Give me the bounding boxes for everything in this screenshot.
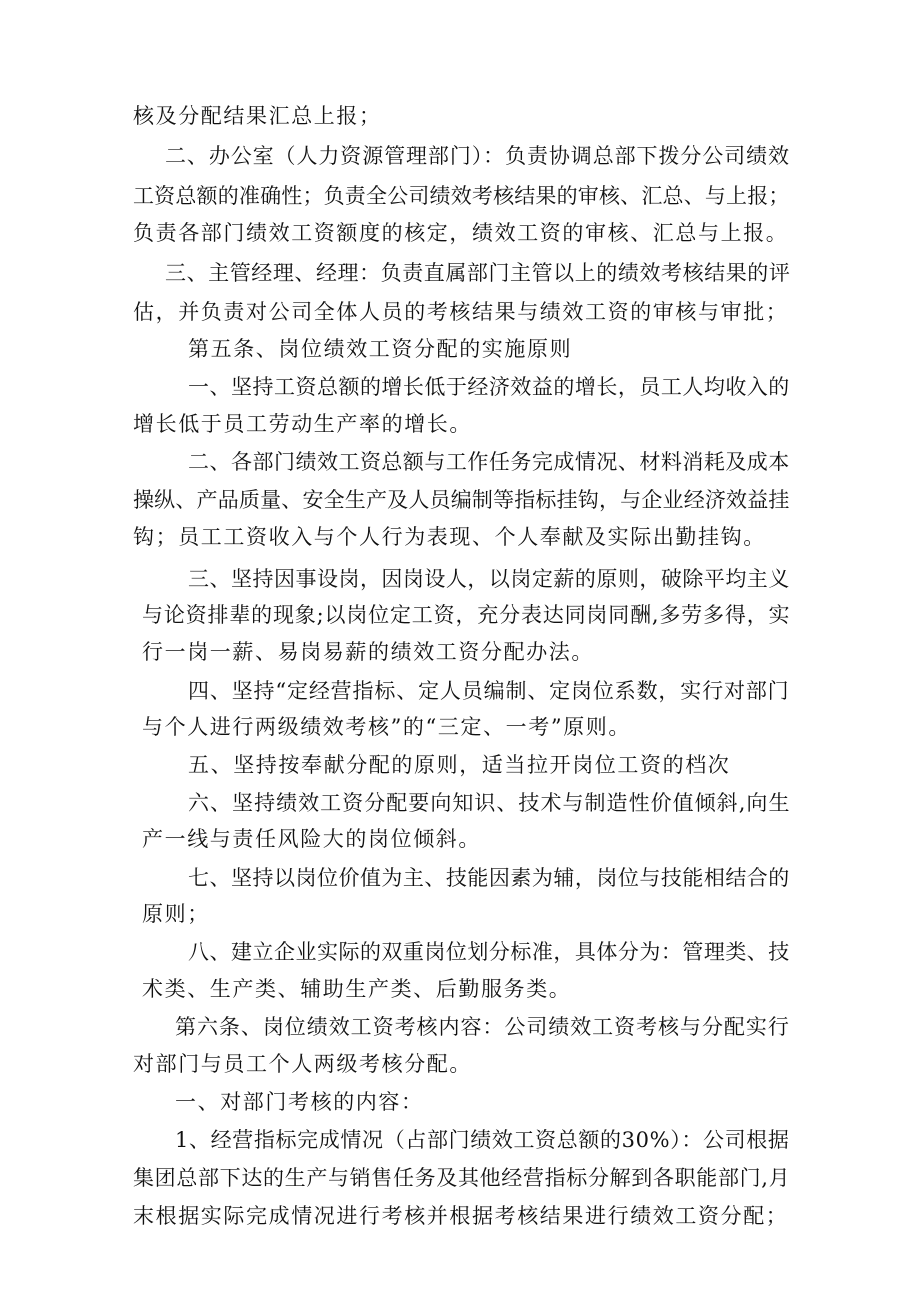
text-line: 术类、生产类、辅助生产类、后勤服务类。 — [142, 977, 572, 1001]
text-line: 三、主管经理、经理：负责直属部门主管以上的绩效考核结果的评 — [165, 261, 791, 285]
text-line: 五、坚持按奉献分配的原则，适当拉开岗位工资的档次 — [188, 753, 731, 777]
text-line: 负责各部门绩效工资额度的核定，绩效工资的审核、汇总与上报。 — [133, 221, 789, 245]
section-heading: 第六条、岗位绩效工资考核内容：公司绩效工资考核与分配实行 — [175, 1015, 790, 1039]
text-line: 行一岗一薪、易岗易薪的绩效工资分配办法。 — [142, 640, 594, 664]
text-line: 与个人进行两级绩效考核”的“三定、一考”原则。 — [142, 715, 632, 739]
text-line: 工资总额的准确性；负责全公司绩效考核结果的审核、汇总、与上报； — [133, 184, 790, 208]
text-line: 二、办公室（人力资源管理部门）：负责协调总部下拨分公司绩效 — [165, 144, 790, 168]
section-heading: 第五条、岗位绩效工资分配的实施原则 — [188, 337, 573, 361]
text-line: 六、坚持绩效工资分配要向知识、技术与制造性价值倾斜,向生 — [188, 791, 791, 815]
text-line: 集团总部下达的生产与销售任务及其他经营指标分解到各职能部门,月 — [133, 1166, 791, 1190]
text-line: 一、坚持工资总额的增长低于经济效益的增长，员工人均收入的 — [188, 375, 790, 399]
text-line: 操纵、产品质量、安全生产及人员编制等指标挂钩，与企业经济效益挂 — [133, 488, 790, 512]
text-line: 估，并负责对公司全体人员的考核结果与绩效工资的审核与审批； — [133, 300, 789, 324]
text-line: 钩；员工工资收入与个人行为表现、个人奉献及实际出勤挂钩。 — [133, 525, 766, 549]
text-line: 四、坚持“定经营指标、定人员编制、定岗位系数，实行对部门 — [188, 679, 790, 703]
text-line: 与论资排辈的现象;以岗位定工资，充分表达同岗同酬,多劳多得，实 — [142, 603, 791, 627]
text-line: 七、坚持以岗位价值为主、技能因素为辅，岗位与技能相结合的 — [188, 866, 790, 890]
text-line: 对部门与员工个人两级考核分配。 — [133, 1052, 472, 1076]
text-line: 原则； — [142, 902, 210, 926]
text-line: 末根据实际完成情况进行考核并根据考核结果进行绩效工资分配； — [133, 1204, 789, 1228]
text-line: 一、对部门考核的内容： — [175, 1090, 424, 1114]
text-line: 产一线与责任风险大的岗位倾斜。 — [142, 827, 481, 851]
text-line: 八、建立企业实际的双重岗位划分标准，具体分为：管理类、技 — [188, 940, 790, 964]
text-line: 二、各部门绩效工资总额与工作任务完成情况、材料消耗及成本 — [188, 450, 790, 474]
text-line: 增长低于员工劳动生产率的增长。 — [133, 412, 472, 436]
text-line: 三、坚持因事设岗，因岗设人，以岗定薪的原则，破除平均主义 — [188, 567, 790, 591]
text-line: 核及分配结果汇总上报； — [133, 104, 382, 128]
text-line: 1、经营指标完成情况（占部门绩效工资总额的30%）：公司根据 — [175, 1128, 790, 1152]
